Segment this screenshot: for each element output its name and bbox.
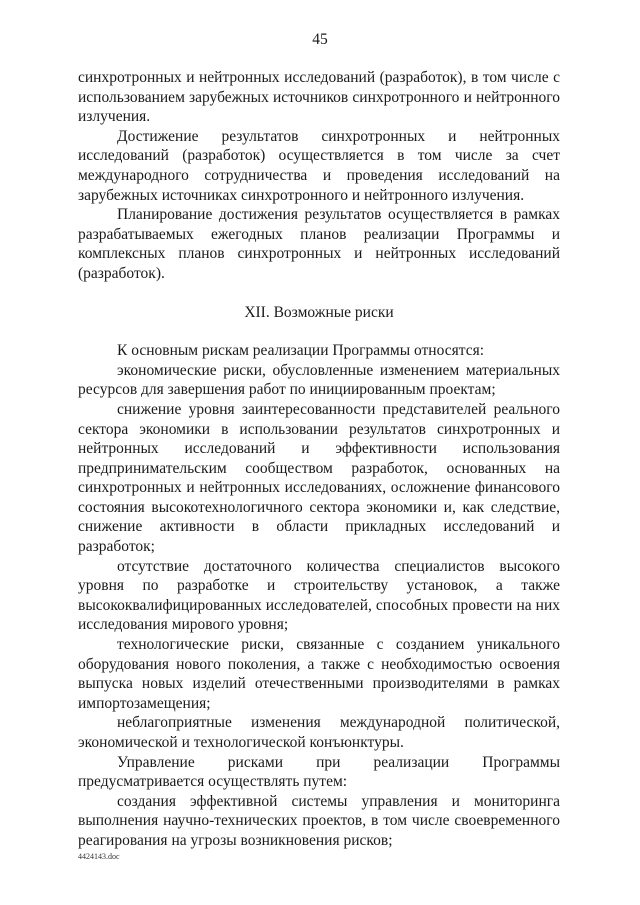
- paragraph: синхротронных и нейтронных исследований (разработок), в том числе с использованием зарубежных источников синхротронного и нейтронного излучения.: [78, 69, 560, 126]
- management-list-item: создания эффективной системы управления и мониторинга выполнения научно-технических проектов, в том числе своевременного реагирования на угрозы возникновения рисков;: [78, 792, 560, 849]
- paragraph: Планирование достижения результатов осуществляется в рамках разрабатываемых ежегодных планов реализации Программы и комплексных планов синхротронных и нейтронных исследований (разработок).: [78, 206, 560, 282]
- paragraph: Достижение результатов синхротронных и нейтронных исследований (разработок) осуществляется в том числе за счет международного сотрудничества и проведения исследований на зарубежных источниках синхротронного и нейтронного излучения.: [78, 127, 560, 204]
- risk-list-item: снижение уровня заинтересованности представителей реального сектора экономики в использовании результатов синхротронных и нейтронных исследований и эффективности использования предпринимательским сообществом разработок, основанных на синхротронных и нейтронных исследованиях, осложнение финансового состояния высокотехнологичного сектора экономики и, как следствие, снижение активности в области прикладных исследований и разработок;: [78, 400, 560, 556]
- risk-list-item: технологические риски, связанные с созданием уникального оборудования нового поколения, а также с необходимостью освоения выпуска новых изделий отечественными производителями в рамках импортозамещения;: [78, 636, 560, 712]
- risk-list-item: экономические риски, обусловленные изменением материальных ресурсов для завершения работ по инициированным проектам;: [78, 361, 560, 399]
- footer-filename: 4424143.doc: [78, 852, 120, 861]
- page-number: 45: [312, 31, 328, 48]
- risk-list-item: неблагоприятные изменения международной политической, экономической и технологической конъюнктуры.: [78, 714, 560, 751]
- document-body: [78, 68, 560, 851]
- section-heading: XII. Возможные риски: [244, 303, 394, 321]
- risk-list-item: отсутствие достаточного количества специалистов высокого уровня по разработке и строительству установок, а также высококвалифицированных исследователей, способных провести на них исследования мирового уровня;: [78, 557, 560, 634]
- paragraph: Управление рисками при реализации Программы предусматривается осуществлять путем:: [78, 753, 560, 791]
- paragraph: К основным рискам реализации Программы относятся:: [117, 342, 485, 360]
